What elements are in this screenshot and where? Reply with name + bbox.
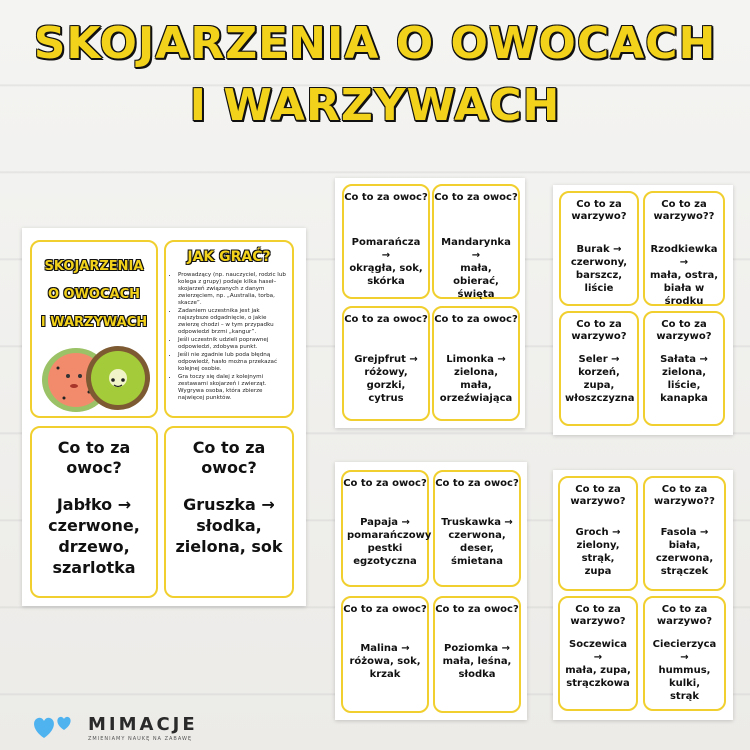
answer-line: zielona, mała, xyxy=(454,367,498,391)
card-grejpfrut xyxy=(342,306,430,421)
rule-item: • Jeśli nie zgadnie lub poda błędną odpowiedź, hasło można przekazać kolejnej osobie. xyxy=(178,352,288,373)
answer-line: Malina → xyxy=(360,643,410,654)
card-question: Co to za owoc? xyxy=(435,604,519,615)
card-answer xyxy=(438,236,514,301)
question-line: warzywo? xyxy=(656,331,712,342)
answer-line: szarlotka xyxy=(52,558,136,577)
answer-line: zielona, liście, xyxy=(662,367,706,391)
answer-line: biała, xyxy=(668,540,701,551)
answer-line: pestki xyxy=(367,543,403,554)
answer-line: Papaja → xyxy=(360,517,410,528)
card-question: Co to za owoc? xyxy=(434,314,518,325)
fruit-illustration xyxy=(34,340,154,415)
answer-line: mała, ostra, xyxy=(650,270,718,281)
answer-line: święta xyxy=(457,289,495,300)
card-groch xyxy=(558,476,638,591)
answer-line: biała w środku xyxy=(663,283,705,307)
card-answer xyxy=(564,638,632,690)
mini-title-line3: I WARZYWACH xyxy=(40,315,148,330)
veg-sheet-2 xyxy=(553,470,733,720)
brand-name: MIMACJE xyxy=(88,714,198,735)
fruit-sheet-1 xyxy=(335,178,525,428)
question-line: Co to za xyxy=(576,199,622,210)
card-truskawka xyxy=(433,470,521,587)
rules-card xyxy=(164,240,294,418)
question-line: Co to za xyxy=(575,484,621,495)
card-soczewica xyxy=(558,596,638,711)
answer-line: Limonka → xyxy=(446,354,506,365)
answer-line: barszcz, liście xyxy=(575,270,623,294)
page-title-line2: I WARZYWACH xyxy=(189,80,561,131)
card-question: Co to za owoc? xyxy=(344,192,428,203)
rule-item: • Prowadzący (np. nauczyciel, rodzic lub kolega z grupy) podaje kilka haseł–skojarzeń związanych z danym zwierzęciem, np. „Australia, torba, skacze”. xyxy=(178,272,288,307)
card-fasola xyxy=(643,476,726,591)
question-line: Co to za xyxy=(661,484,708,495)
answer-line: Pomarańcza → xyxy=(351,237,421,261)
card-question: Co to za owoc? xyxy=(344,314,428,325)
card-question: Co to za owoc? xyxy=(435,478,519,489)
card-seler xyxy=(559,311,639,426)
card-answer xyxy=(649,353,719,405)
answer-line: mała, zupa, xyxy=(565,665,631,676)
answer-line: słodka, xyxy=(196,516,262,535)
answer-line: pomarańczowy xyxy=(347,530,432,541)
hearts-icon xyxy=(30,708,80,744)
answer-line: Burak → xyxy=(576,244,622,255)
card-papaja xyxy=(341,470,432,587)
card-question xyxy=(645,604,724,628)
card-poziomka xyxy=(433,596,521,713)
rule-item: • Gra toczy się dalej z kolejnymi zestawami skojarzeń i zwierząt. Wygrywa osoba, która zbierze najwięcej punktów. xyxy=(178,374,288,402)
card-answer xyxy=(347,516,432,568)
card-pomarancza xyxy=(342,184,430,299)
answer-line: Groch → xyxy=(575,527,621,538)
answer-line: Seler → xyxy=(578,354,620,365)
question-line: warzywo? xyxy=(571,331,627,342)
answer-line: Rzodkiewka → xyxy=(650,244,718,268)
answer-line: korzeń, zupa, xyxy=(578,367,620,391)
card-question: Co to za owoc? xyxy=(343,604,427,615)
answer-line: Gruszka → xyxy=(183,495,275,514)
answer-line: słodka xyxy=(458,669,496,680)
answer-line: czerwony, xyxy=(570,257,628,268)
question-line: warzywo? xyxy=(571,211,627,222)
question-line: Co to za xyxy=(661,604,708,615)
card-answer xyxy=(348,236,424,288)
card-answer xyxy=(347,642,423,681)
card-answer xyxy=(649,526,720,578)
brand-tagline: ZMIENIAMY NAUKĘ NA ZABAWĘ xyxy=(88,736,193,742)
question-line: warzywo? xyxy=(656,616,713,627)
question-line: warzywo? xyxy=(570,496,626,507)
answer-line: czerwona, xyxy=(655,553,714,564)
answer-line: Ciecierzyca → xyxy=(652,639,717,663)
card-question xyxy=(645,199,723,223)
question-line: warzywo?? xyxy=(653,211,715,222)
answer-line: mała, obierać, xyxy=(453,263,499,287)
title-card xyxy=(30,240,158,418)
answer-line: różowy, xyxy=(364,367,408,378)
card-answer xyxy=(564,526,632,578)
answer-line: strąk xyxy=(669,691,700,702)
answer-line: krzak xyxy=(369,669,401,680)
card-answer xyxy=(36,494,152,578)
answer-line: czerwone, xyxy=(48,516,140,535)
answer-line: zielony, strąk, xyxy=(576,540,620,564)
card-limonka xyxy=(432,306,520,421)
answer-line: strączek xyxy=(660,566,709,577)
card-answer xyxy=(439,642,515,681)
answer-line: Sałata → xyxy=(660,354,708,365)
question-line: Co to za xyxy=(575,604,621,615)
question-line: Co to za xyxy=(576,319,622,330)
rules-list xyxy=(170,272,288,403)
card-answer xyxy=(565,243,633,295)
left-sheet xyxy=(22,228,306,606)
card-answer xyxy=(565,353,633,405)
card-ciecierzyca xyxy=(643,596,726,711)
rule-item: • Jeśli uczestnik udzieli poprawnej odpowiedzi, zdobywa punkt. xyxy=(178,337,288,351)
rule-item: • Zadaniem uczestnika jest jak najszybsze odgadnięcie, o jakie zwierzę chodzi – w tym przypadku odpowiedzi brzmi „kangur”. xyxy=(178,308,288,336)
answer-line: zupa xyxy=(584,566,612,577)
card-answer xyxy=(438,353,514,405)
card-question: Co to za owoc? xyxy=(343,478,427,489)
card-question xyxy=(560,484,636,508)
rules-title: JAK GRAĆ? xyxy=(187,249,271,265)
answer-line: Poziomka → xyxy=(444,643,510,654)
card-question: Co to za owoc? xyxy=(434,192,518,203)
card-malina xyxy=(341,596,429,713)
answer-line: orzeźwiająca xyxy=(439,393,513,404)
answer-line: kanapka xyxy=(660,393,708,404)
card-jablko xyxy=(30,426,158,598)
page-title-line1: SKOJARZENIA O OWOCACH xyxy=(33,18,717,69)
answer-line: różowa, sok, xyxy=(349,656,421,667)
card-answer xyxy=(649,243,719,308)
answer-line: włoszczyzna xyxy=(565,393,635,404)
answer-line: skórka xyxy=(367,276,405,287)
answer-line: okrągła, sok, xyxy=(349,263,423,274)
answer-line: Mandarynka → xyxy=(441,237,511,261)
card-gruszka xyxy=(164,426,294,598)
answer-line: Jabłko → xyxy=(56,495,132,514)
question-line: warzywo?? xyxy=(654,496,715,507)
answer-line: strączkowa xyxy=(566,678,630,689)
card-answer xyxy=(649,638,720,703)
answer-line: Grejpfrut → xyxy=(354,354,418,365)
mini-title-line2: O OWOCACH xyxy=(47,287,141,302)
answer-line: czerwona, xyxy=(448,530,506,541)
card-answer xyxy=(170,494,288,557)
card-question: Co to za owoc? xyxy=(57,438,131,477)
answer-line: hummus, kulki, xyxy=(658,665,711,689)
card-answer xyxy=(439,516,515,568)
card-salata xyxy=(643,311,725,426)
brand-logo xyxy=(30,706,210,746)
question-line: Co to za xyxy=(661,319,707,330)
card-question xyxy=(645,484,724,508)
card-question xyxy=(560,604,636,628)
card-question xyxy=(645,319,723,343)
mini-title-line1: SKOJARZENIA xyxy=(44,259,144,274)
answer-line: gorzki, cytrus xyxy=(366,380,406,404)
question-line: warzywo? xyxy=(570,616,626,627)
answer-line: egzotyczna xyxy=(353,556,417,567)
veg-sheet-1 xyxy=(553,185,733,435)
card-burak xyxy=(559,191,639,306)
answer-line: Truskawka → xyxy=(441,517,513,528)
answer-line: Fasola → xyxy=(660,527,709,538)
card-answer xyxy=(348,353,424,405)
card-question xyxy=(561,319,637,343)
answer-line: zielona, sok xyxy=(175,537,283,556)
answer-line: drzewo, xyxy=(58,537,130,556)
question-line: Co to za xyxy=(661,199,707,210)
card-question: Co to za owoc? xyxy=(192,438,266,477)
fruit-sheet-2 xyxy=(335,462,527,720)
card-rzodkiewka xyxy=(643,191,725,306)
answer-line: śmietana xyxy=(451,556,503,567)
answer-line: deser, xyxy=(460,543,494,554)
card-question xyxy=(561,199,637,223)
answer-line: Soczewica → xyxy=(569,639,627,663)
card-mandarynka xyxy=(432,184,520,299)
answer-line: mała, leśna, xyxy=(442,656,512,667)
